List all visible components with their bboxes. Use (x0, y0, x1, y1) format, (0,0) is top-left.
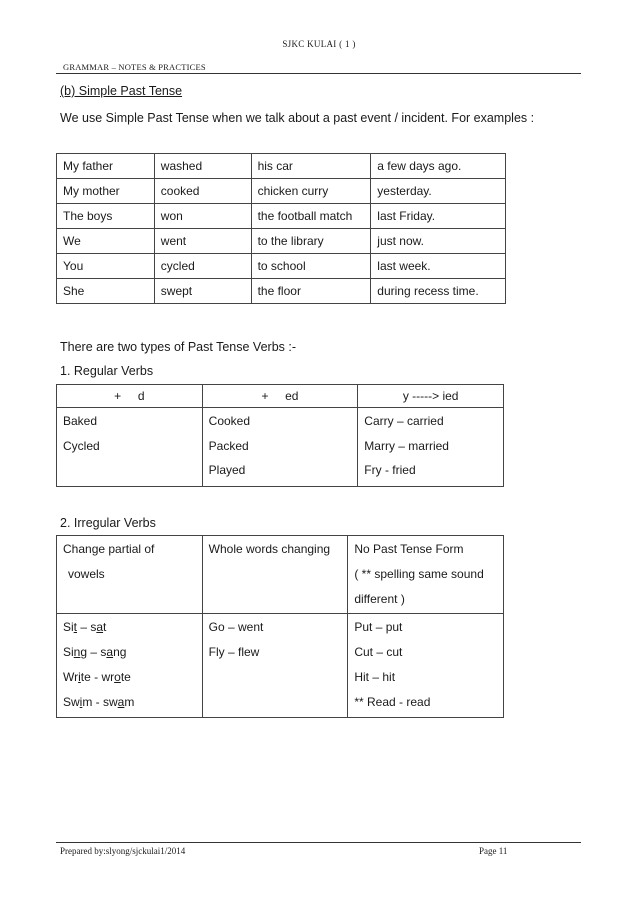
whole-word-verbs-cell (202, 614, 348, 718)
changed-letter: t (73, 620, 78, 634)
example-verb-cell: cooked (154, 179, 251, 204)
example-verb-cell: won (154, 204, 251, 229)
regular-verb-item: Packed (208, 438, 249, 453)
table-row (57, 229, 506, 254)
regular-verb-item: Played (208, 463, 246, 477)
footer-credit: Prepared by:slyong/sjckulai1/2014 (60, 846, 186, 856)
examples-table (56, 153, 506, 304)
rule-y-ied-header: y -----> ied (358, 385, 504, 408)
types-intro: There are two types of Past Tense Verbs :- (60, 340, 296, 354)
irregular-verbs-heading: 2. Irregular Verbs (60, 516, 156, 530)
regular-verbs-heading: 1. Regular Verbs (60, 364, 154, 378)
example-time-cell: a few days ago. (371, 154, 506, 179)
vowel-change-verb-item (63, 665, 202, 690)
changed-letter: i (78, 670, 81, 684)
example-object-cell: to the library (251, 229, 371, 254)
regular-verb-item: Carry – carried (364, 414, 444, 428)
example-subject-cell: My father (57, 154, 155, 179)
verb-text: Wr (63, 670, 79, 684)
example-subject-cell: You (57, 254, 155, 279)
example-subject-cell: She (57, 279, 155, 304)
header-divider (56, 73, 581, 74)
example-verb-cell: went (154, 229, 251, 254)
example-object-cell: the floor (251, 279, 371, 304)
example-time-cell: last week. (371, 254, 506, 279)
table-row (57, 279, 506, 304)
example-object-cell: to school (251, 254, 371, 279)
example-object-cell: chicken curry (251, 179, 371, 204)
example-subject-cell: The boys (57, 204, 155, 229)
header-line: vowels (68, 567, 105, 581)
regular-verbs-table (56, 384, 504, 487)
rule-plus-ed-header: + ed (202, 385, 358, 408)
regular-verb-item: Marry – married (364, 438, 449, 453)
whole-word-verb-item: Go – went (208, 620, 264, 634)
verb-text: m - sw (82, 695, 118, 709)
vowel-change-verbs-cell (57, 614, 203, 718)
rule-plus-d-header: + d (57, 385, 203, 408)
verb-text: ng (113, 645, 127, 659)
same-form-verb-item: Hit – hit (354, 670, 396, 684)
verb-text: Si (63, 645, 74, 659)
verb-text: Si (63, 620, 74, 634)
no-past-form-header (348, 536, 504, 614)
same-form-verb-item: ** Read - read (354, 695, 431, 709)
header-line: ( ** spelling same sound (354, 567, 484, 581)
changed-letter: n (73, 645, 81, 659)
change-vowels-header (57, 536, 203, 614)
example-subject-cell: My mother (57, 179, 155, 204)
example-time-cell: last Friday. (371, 204, 506, 229)
school-name: SJKC KULAI ( 1 ) (282, 39, 356, 49)
y-ied-verbs-cell (358, 408, 504, 487)
example-object-cell: the football match (251, 204, 371, 229)
changed-letter: i (79, 695, 83, 709)
regular-verb-item: Cycled (63, 438, 100, 453)
verb-text: te - wr (80, 670, 115, 684)
verb-text: Sw (63, 695, 80, 709)
plus-ed-verbs-cell (202, 408, 358, 487)
example-time-cell: during recess time. (371, 279, 506, 304)
section-heading: (b) Simple Past Tense (60, 84, 183, 98)
changed-letter: a (96, 620, 104, 634)
same-form-verb-item: Put – put (354, 620, 403, 634)
example-verb-cell: cycled (154, 254, 251, 279)
document-subtitle: GRAMMAR – NOTES & PRACTICES (63, 62, 206, 72)
example-time-cell: just now. (371, 229, 506, 254)
verb-text: – s (77, 620, 97, 634)
example-object-cell: his car (251, 154, 371, 179)
same-form-verb-item: Cut – cut (354, 645, 403, 659)
regular-verb-item: Fry - fried (364, 463, 416, 477)
footer-divider (56, 842, 581, 843)
page-number: Page 11 (479, 846, 508, 856)
verb-text: m (124, 695, 135, 709)
vowel-change-verb-item (63, 690, 202, 715)
plus-d-verbs-cell (57, 408, 203, 487)
whole-words-header (202, 536, 348, 614)
table-row (57, 154, 506, 179)
header-line: Whole words changing (208, 542, 331, 556)
example-subject-cell: We (57, 229, 155, 254)
section-intro: We use Simple Past Tense when we talk about a past event / incident. For examples : (60, 111, 535, 125)
header-line: Change partial of (63, 542, 155, 556)
verb-text: g – s (80, 645, 107, 659)
same-form-verbs-cell (348, 614, 504, 718)
irregular-verbs-table (56, 535, 504, 718)
example-time-cell: yesterday. (371, 179, 506, 204)
verb-text: t (103, 620, 107, 634)
vowel-change-verb-item (63, 640, 202, 665)
table-row (57, 204, 506, 229)
regular-verb-item: Baked (63, 414, 98, 428)
header-line: different ) (354, 592, 405, 606)
example-verb-cell: washed (154, 154, 251, 179)
changed-letter: o (114, 670, 121, 684)
table-row (57, 179, 506, 204)
table-row (57, 254, 506, 279)
vowel-change-verb-item (63, 615, 202, 640)
verb-text: te (120, 670, 131, 684)
header-line: No Past Tense Form (354, 542, 464, 556)
changed-letter: a (106, 645, 114, 659)
regular-verb-item: Cooked (208, 414, 251, 428)
example-verb-cell: swept (154, 279, 251, 304)
changed-letter: a (117, 695, 125, 709)
whole-word-verb-item: Fly – flew (208, 645, 260, 659)
